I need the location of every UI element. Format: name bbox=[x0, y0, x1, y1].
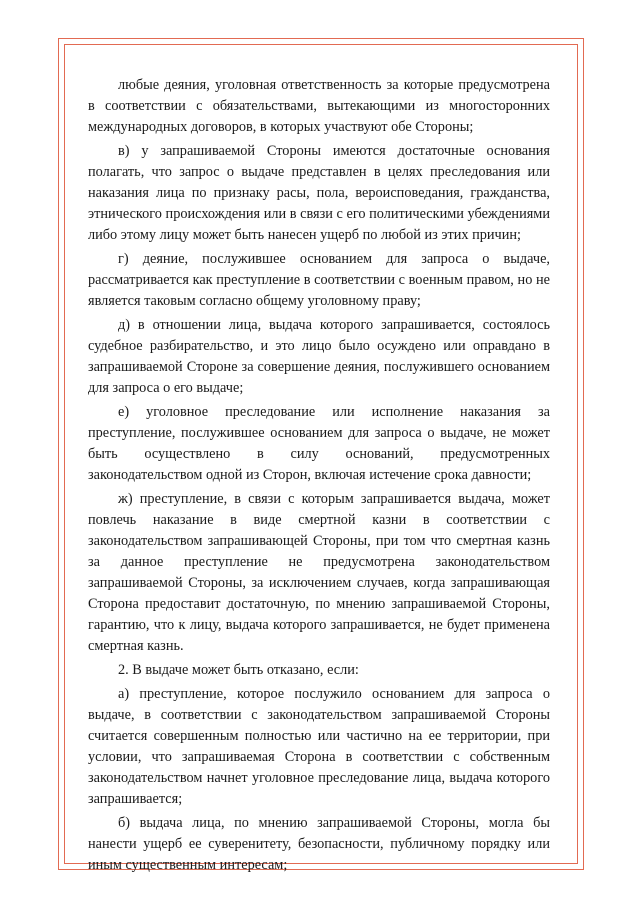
paragraph-continuation: любые деяния, уголовная ответственность за которые предусмотрена в соответствии с обязательствами, вытекающими из многосторонних международных договоров, в которых участвуют обе Стороны; bbox=[88, 77, 550, 135]
paragraph-item-zh: ж) преступление, в связи с которым запрашивается выдача, может повлечь наказание в виде смертной казни в соответствии с законодательством запрашивающей Стороны, при том что смертная казнь за данное преступление не предусмотрена законодательством запрашиваемой Стороны, за исключением случаев, когда запрашивающая Сторона предоставит достаточную, по мнению запрашиваемой Стороны, гарантию, что к лицу, выдача которого запрашивается, не будет применена смертная казнь. bbox=[88, 491, 550, 654]
document-body bbox=[88, 75, 550, 879]
paragraph-item-v: в) у запрашиваемой Стороны имеются достаточные основания полагать, что запрос о выдаче представлен в целях преследования или наказания лица по признаку расы, пола, вероисповедания, гражданства, этнического происхождения или в связи с его политическими убеждениями либо этому лицу может быть нанесен ущерб по любой из этих причин; bbox=[88, 143, 550, 243]
paragraph-item-d: д) в отношении лица, выдача которого запрашивается, состоялось судебное разбирательство, и это лицо было осуждено или оправдано в запрашиваемой Стороне за совершение деяния, послужившего основанием для запроса о его выдаче; bbox=[88, 317, 550, 396]
paragraph-item-a: а) преступление, которое послужило основанием для запроса о выдаче, в соответствии с законодательством запрашиваемой Стороны считается совершенным полностью или частично на ее территории, при условии, что запрашиваемая Сторона в соответствии с собственным законодательством начнет уголовное преследование лица, выдача которого запрашивается; bbox=[88, 686, 550, 807]
paragraph-item-g: г) деяние, послужившее основанием для запроса о выдаче, рассматривается как преступление в соответствии с военным правом, но не является таковым согласно общему уголовному праву; bbox=[88, 251, 550, 309]
paragraph-item-e: е) уголовное преследование или исполнение наказания за преступление, послужившее основанием для запроса о выдаче, не может быть осуществлено в силу оснований, предусмотренных законодательством одной из Сторон, включая истечение срока давности; bbox=[88, 404, 550, 483]
paragraph-clause-2: 2. В выдаче может быть отказано, если: bbox=[118, 662, 359, 678]
paragraph-item-b: б) выдача лица, по мнению запрашиваемой Стороны, могла бы нанести ущерб ее суверенитету, безопасности, публичному порядку или иным существенным интересам; bbox=[88, 815, 550, 873]
